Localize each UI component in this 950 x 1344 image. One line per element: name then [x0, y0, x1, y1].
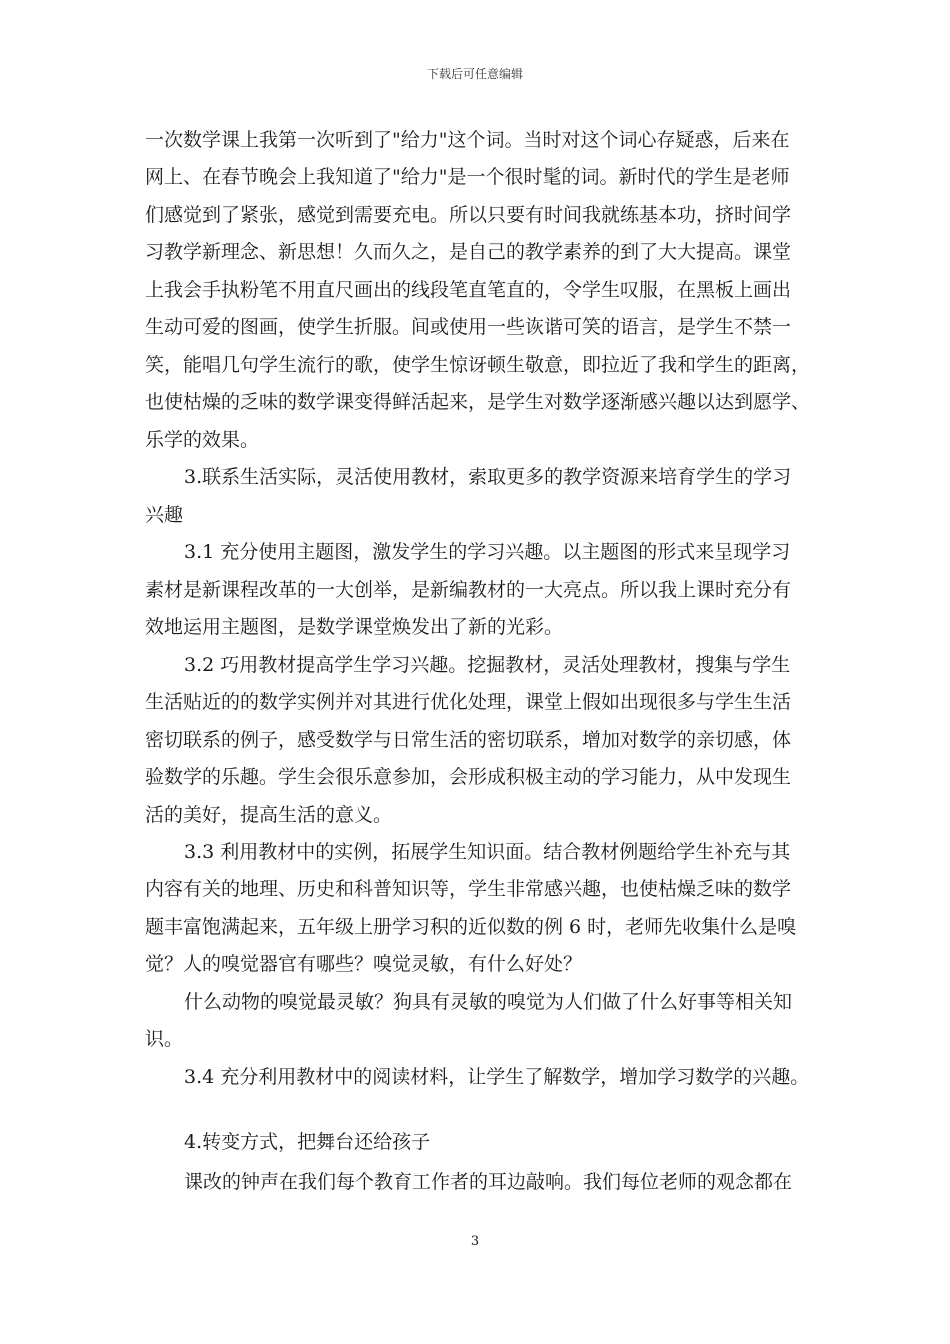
paragraph-line: 验数学的乐趣。学生会很乐意参加，会形成积极主动的学习能力，从中发现生 [145, 766, 792, 788]
page-number: 3 [470, 1234, 480, 1249]
paragraph-line: 生动可爱的图画，使学生折服。间或使用一些诙谐可笑的语言，是学生不禁一 [145, 316, 792, 338]
paragraph-line: 3.2 巧用教材提高学生学习兴趣。挖掘教材，灵活处理教材，搜集与学生 [184, 654, 791, 676]
paragraph-line: 乐学的效果。 [145, 429, 260, 451]
section-heading-line: 4.转变方式，把舞台还给孩子 [184, 1131, 431, 1153]
paragraph-line: 们感觉到了紧张，感觉到需要充电。所以只要有时间我就练基本功，挤时间学 [145, 204, 792, 226]
paragraph-line: 觉？人的嗅觉器官有哪些？嗅觉灵敏，有什么好处？ [145, 953, 583, 975]
paragraph-line: 3.3 利用教材中的实例，拓展学生知识面。结合教材例题给学生补充与其 [184, 841, 791, 863]
paragraph-line: 一次数学课上我第一次听到了"给力"这个词。当时对这个词心存疑惑，后来在 [145, 129, 790, 151]
paragraph-line: 素材是新课程改革的一大创举，是新编教材的一大亮点。所以我上课时充分有 [145, 579, 792, 601]
paragraph-line: 效地运用主题图，是数学课堂焕发出了新的光彩。 [145, 616, 564, 638]
paragraph-line: 识。 [145, 1028, 184, 1050]
paragraph-line: 题丰富饱满起来，五年级上册学习积的近似数的例 6 时，老师先收集什么是嗅 [145, 916, 797, 938]
section-heading-line: 兴趣 [145, 504, 184, 526]
paragraph-line: 生活贴近的的数学实例并对其进行优化处理，课堂上假如出现很多与学生生活 [145, 691, 792, 713]
paragraph-line: 也使枯燥的乏味的数学课变得鲜活起来，是学生对数学逐渐感兴趣以达到愿学、 [145, 391, 811, 413]
paragraph-line: 内容有关的地理、历史和科普知识等，学生非常感兴趣，也使枯燥乏味的数学 [145, 878, 792, 900]
paragraph-line: 网上、在春节晚会上我知道了"给力"是一个很时髦的词。新时代的学生是老师 [145, 166, 790, 188]
paragraph-line: 3.1 充分使用主题图，激发学生的学习兴趣。以主题图的形式来呈现学习 [184, 541, 791, 563]
paragraph-line: 课改的钟声在我们每个教育工作者的耳边敲响。我们每位老师的观念都在 [184, 1171, 793, 1193]
paragraph-line: 笑，能唱几句学生流行的歌，使学生惊讶顿生敬意，即拉近了我和学生的距离， [145, 354, 811, 376]
paragraph-line: 什么动物的嗅觉最灵敏？狗具有灵敏的嗅觉为人们做了什么好事等相关知 [184, 991, 793, 1013]
paragraph-line: 习教学新理念、新思想！久而久之，是自己的教学素养的到了大大提高。课堂 [145, 241, 792, 263]
paragraph-line: 3.4 充分利用教材中的阅读材料，让学生了解数学，增加学习数学的兴趣。 [184, 1066, 810, 1088]
paragraph-line: 上我会手执粉笔不用直尺画出的线段笔直笔直的，令学生叹服，在黑板上画出 [145, 279, 792, 301]
section-heading-line: 3.联系生活实际，灵活使用教材，索取更多的教学资源来培育学生的学习 [184, 466, 792, 488]
paragraph-line: 活的美好，提高生活的意义。 [145, 804, 393, 826]
page-header: 下载后可任意编辑 [426, 67, 523, 81]
paragraph-line: 密切联系的例子，感受数学与日常生活的密切联系，增加对数学的亲切感，体 [145, 729, 792, 751]
